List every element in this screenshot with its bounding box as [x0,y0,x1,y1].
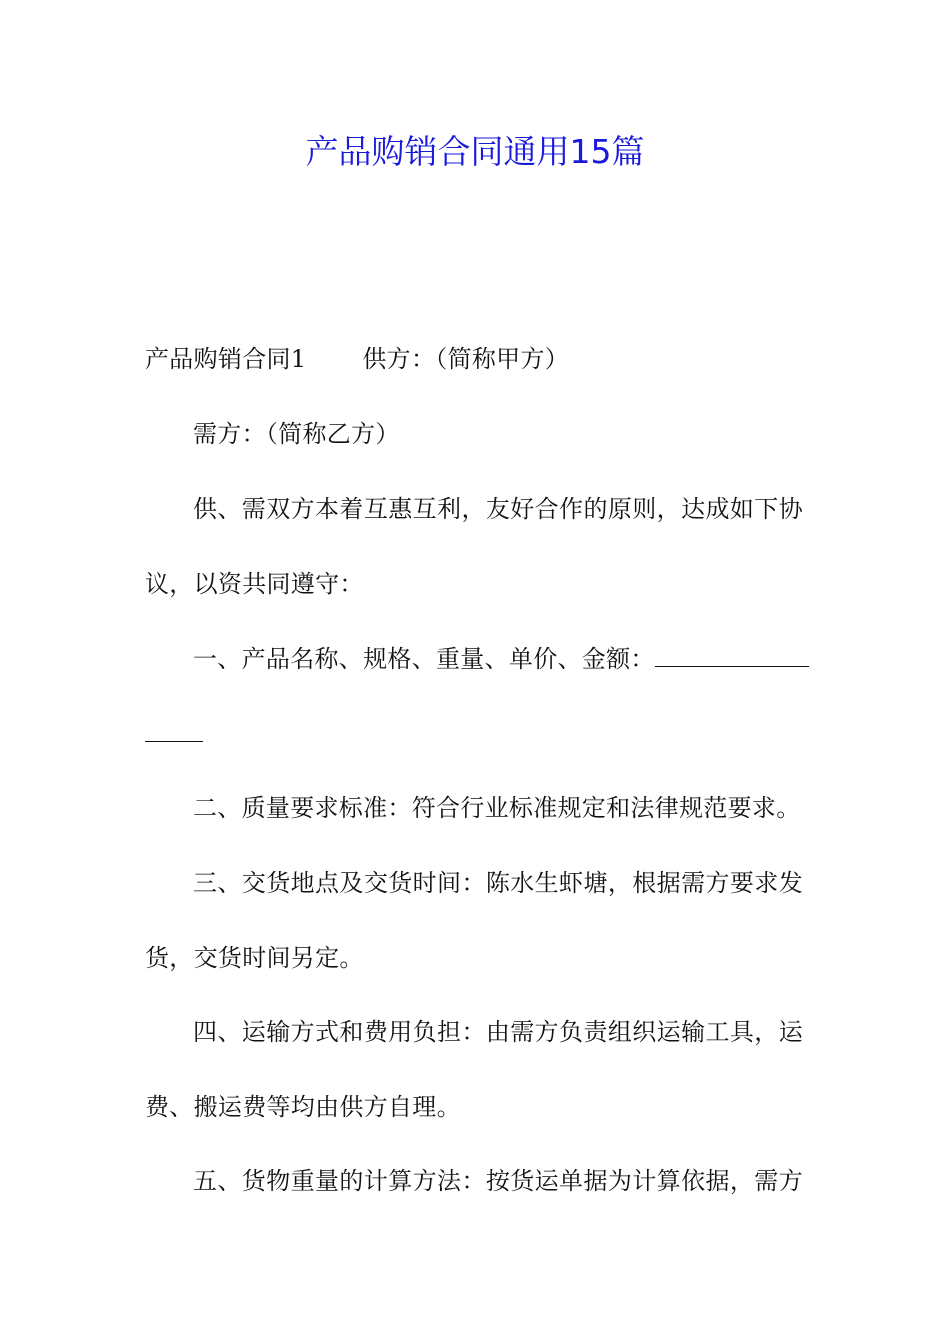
clause-5-line-1: 五、货物重量的计算方法：按货运单据为计算依据，需方 [193,1167,803,1195]
supplier-label: 供方：（简称甲方） [362,345,570,373]
contract-number-label: 产品购销合同1 [145,345,307,373]
fill-in-blank [655,642,809,667]
clause-3-line-2: 货，交货时间另定。 [145,944,364,972]
paragraph-intro-line-1: 供、需双方本着互惠互利，友好合作的原则，达成如下协 [193,495,803,523]
clause-1-line [193,641,855,677]
document-title: 产品购销合同通用15篇 [305,132,645,171]
clause-1-blank-continuation [145,716,807,752]
clause-3-line-1: 三、交货地点及交货时间：陈水生虾塘，根据需方要求发 [193,869,803,897]
clause-4-line-2: 费、搬运费等均由供方自理。 [145,1093,461,1121]
clause-1-text: 一、产品名称、规格、重量、单价、金额： [193,645,655,673]
clause-4-line-1: 四、运输方式和费用负担：由需方负责组织运输工具，运 [193,1018,803,1046]
clause-2-line: 二、质量要求标准：符合行业标准规定和法律规范要求。 [193,794,801,822]
paragraph-intro-line-2: 议，以资共同遵守： [145,570,364,598]
buyer-label: 需方：（简称乙方） [193,420,400,448]
contract-heading-line [145,341,807,377]
fill-in-blank [145,717,203,742]
